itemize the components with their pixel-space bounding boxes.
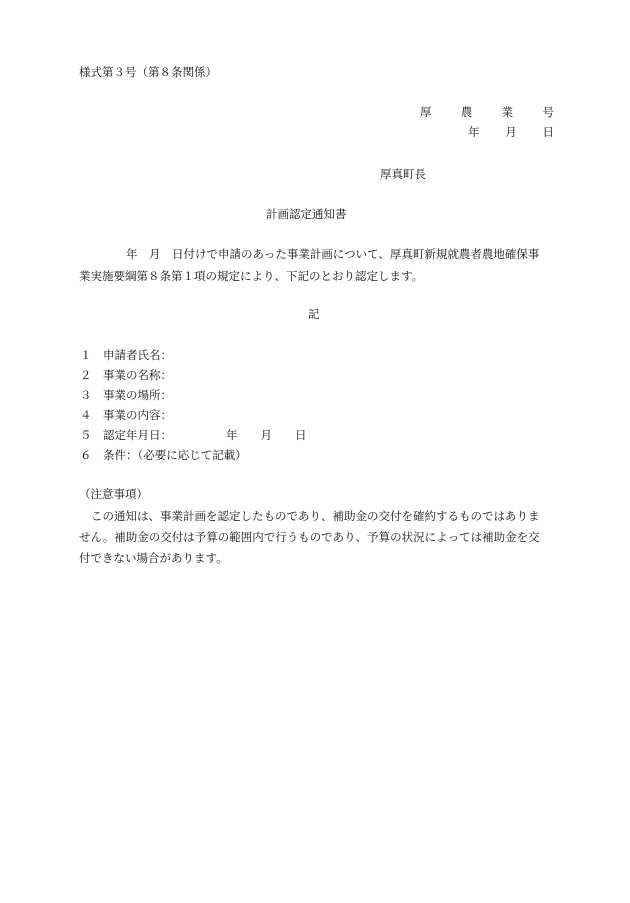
list-item: [80, 345, 307, 365]
item-label: 事業の名称：: [103, 368, 172, 382]
body-line: 年 月 日付けで申請のあった事業計画について、厚真町新規就農者農地確保事: [126, 247, 540, 261]
notes-paragraph: [79, 506, 555, 569]
item-number: １: [80, 348, 92, 362]
item-label: 条件：（必要に応じて記載）: [103, 448, 247, 462]
list-item: [80, 445, 307, 465]
item-list: [80, 345, 307, 465]
body-line: 業実施要綱第８条第１項の規定により、下記のとおり認定します。: [79, 269, 424, 283]
item-number: ２: [80, 368, 92, 382]
list-item: [80, 405, 307, 425]
document-date: [468, 124, 554, 140]
item-label: 事業の場所：: [103, 388, 172, 402]
date-day: 日: [542, 125, 554, 139]
item-label: 認定年月日：: [103, 428, 172, 442]
ki-heading: 記: [308, 307, 320, 321]
item-label: 事業の内容：: [103, 408, 172, 422]
item-number: ５: [80, 428, 92, 442]
date-month: 月: [505, 125, 517, 139]
notes-line: せん。補助金の交付は予算の範囲内で行うものであり、予算の状況によっては補助金を交: [79, 530, 540, 544]
item-number: ６: [80, 448, 92, 462]
list-item: [80, 365, 307, 385]
list-item: [80, 425, 307, 445]
list-item: [80, 385, 307, 405]
notes-line: この通知は、事業計画を認定したものであり、補助金の交付を確約するものではありま: [91, 509, 540, 523]
approval-date-blank: 年 月 日: [226, 428, 307, 442]
doc-number-char: 農: [460, 105, 473, 119]
item-label: 申請者氏名：: [103, 348, 172, 362]
doc-number-char: 厚: [420, 105, 432, 119]
body-paragraph: [79, 243, 555, 287]
form-number: 様式第３号（第８条関係）: [79, 65, 217, 79]
issuer: 厚真町長: [380, 167, 426, 181]
document-title: 計画認定通知書: [266, 207, 347, 221]
item-number: ４: [80, 408, 92, 422]
doc-number-char: 号: [542, 105, 554, 119]
item-number: ３: [80, 388, 92, 402]
doc-number-char: 業: [501, 105, 514, 119]
document-number: [420, 104, 554, 120]
notes-line: 付できない場合があります。: [79, 551, 228, 565]
date-year: 年: [468, 125, 480, 139]
notes-heading: （注意事項）: [79, 487, 148, 501]
